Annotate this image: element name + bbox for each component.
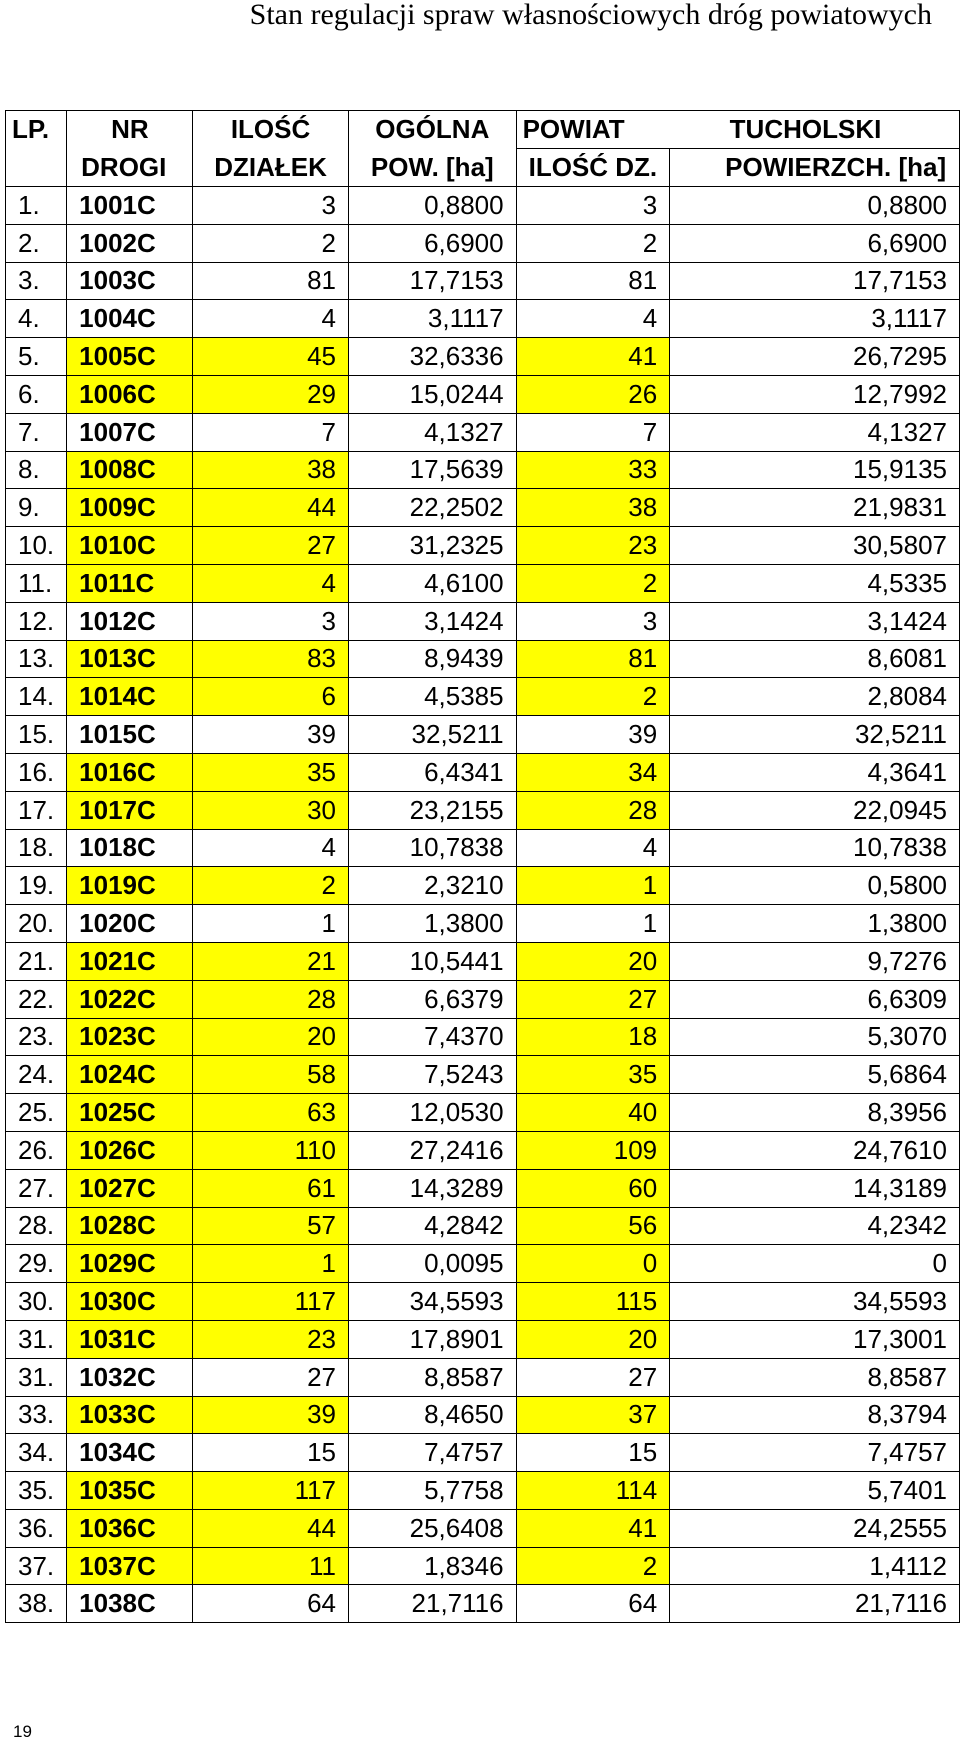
row-total-area: 31,2325 xyxy=(349,527,517,565)
header-ilosc: ILOŚĆ xyxy=(193,111,349,149)
row-road-number: 1013C xyxy=(67,640,193,678)
row-county-plot-count: 2 xyxy=(516,678,670,716)
row-county-area: 1,3800 xyxy=(670,905,960,943)
row-road-number: 1015C xyxy=(67,716,193,754)
table-row xyxy=(6,1472,960,1510)
row-county-plot-count: 37 xyxy=(516,1396,670,1434)
row-county-plot-count: 3 xyxy=(516,602,670,640)
row-plot-count: 2 xyxy=(193,224,349,262)
row-county-plot-count: 39 xyxy=(516,716,670,754)
row-county-plot-count: 20 xyxy=(516,1320,670,1358)
row-plot-count: 29 xyxy=(193,375,349,413)
row-plot-count: 117 xyxy=(193,1283,349,1321)
table-row xyxy=(6,867,960,905)
table-row xyxy=(6,716,960,754)
row-county-plot-count: 35 xyxy=(516,1056,670,1094)
table-row xyxy=(6,1434,960,1472)
row-plot-count: 23 xyxy=(193,1320,349,1358)
table-row xyxy=(6,678,960,716)
row-lp: 12. xyxy=(6,602,67,640)
row-county-plot-count: 56 xyxy=(516,1207,670,1245)
row-road-number: 1002C xyxy=(67,224,193,262)
row-lp: 34. xyxy=(6,1434,67,1472)
document-title: Stan regulacji spraw własnościowych dróg powiatowych xyxy=(249,0,932,31)
row-total-area: 32,6336 xyxy=(349,338,517,376)
row-road-number: 1035C xyxy=(67,1472,193,1510)
table-row xyxy=(6,527,960,565)
row-plot-count: 3 xyxy=(193,602,349,640)
row-road-number: 1029C xyxy=(67,1245,193,1283)
table-row xyxy=(6,1283,960,1321)
row-plot-count: 117 xyxy=(193,1472,349,1510)
row-lp: 37. xyxy=(6,1547,67,1585)
row-county-area: 15,9135 xyxy=(670,451,960,489)
row-county-area: 4,5335 xyxy=(670,564,960,602)
row-road-number: 1016C xyxy=(67,753,193,791)
row-road-number: 1021C xyxy=(67,942,193,980)
row-county-plot-count: 1 xyxy=(516,905,670,943)
row-total-area: 0,8800 xyxy=(349,187,517,225)
table-row xyxy=(6,451,960,489)
row-county-plot-count: 4 xyxy=(516,300,670,338)
row-total-area: 4,5385 xyxy=(349,678,517,716)
row-county-plot-count: 114 xyxy=(516,1472,670,1510)
row-road-number: 1001C xyxy=(67,187,193,225)
row-county-area: 8,3794 xyxy=(670,1396,960,1434)
row-road-number: 1017C xyxy=(67,791,193,829)
row-plot-count: 27 xyxy=(193,1358,349,1396)
table-row xyxy=(6,262,960,300)
row-lp: 2. xyxy=(6,224,67,262)
row-plot-count: 15 xyxy=(193,1434,349,1472)
row-road-number: 1024C xyxy=(67,1056,193,1094)
table-row xyxy=(6,338,960,376)
header-powierzch: POWIERZCH. [ha] xyxy=(670,149,960,187)
row-county-area: 0,8800 xyxy=(670,187,960,225)
row-total-area: 22,2502 xyxy=(349,489,517,527)
row-road-number: 1019C xyxy=(67,867,193,905)
table-row xyxy=(6,224,960,262)
row-plot-count: 7 xyxy=(193,413,349,451)
row-plot-count: 63 xyxy=(193,1094,349,1132)
row-lp: 22. xyxy=(6,980,67,1018)
row-road-number: 1031C xyxy=(67,1320,193,1358)
row-county-area: 5,7401 xyxy=(670,1472,960,1510)
table-row xyxy=(6,1018,960,1056)
row-plot-count: 2 xyxy=(193,867,349,905)
row-county-plot-count: 23 xyxy=(516,527,670,565)
row-road-number: 1008C xyxy=(67,451,193,489)
header-ogolna: OGÓLNA xyxy=(349,111,517,149)
row-county-area: 8,3956 xyxy=(670,1094,960,1132)
row-county-area: 12,7992 xyxy=(670,375,960,413)
row-total-area: 21,7116 xyxy=(349,1585,517,1623)
row-total-area: 6,6379 xyxy=(349,980,517,1018)
row-road-number: 1038C xyxy=(67,1585,193,1623)
row-lp: 20. xyxy=(6,905,67,943)
row-county-area: 1,4112 xyxy=(670,1547,960,1585)
row-county-plot-count: 41 xyxy=(516,338,670,376)
row-total-area: 3,1424 xyxy=(349,602,517,640)
row-road-number: 1009C xyxy=(67,489,193,527)
table-row xyxy=(6,829,960,867)
header-row-2 xyxy=(6,149,960,187)
table-row xyxy=(6,1056,960,1094)
row-county-plot-count: 1 xyxy=(516,867,670,905)
table-row xyxy=(6,1547,960,1585)
row-county-area: 32,5211 xyxy=(670,716,960,754)
row-county-area: 8,8587 xyxy=(670,1358,960,1396)
row-road-number: 1032C xyxy=(67,1358,193,1396)
row-lp: 1. xyxy=(6,187,67,225)
row-county-plot-count: 7 xyxy=(516,413,670,451)
row-plot-count: 44 xyxy=(193,489,349,527)
row-plot-count: 110 xyxy=(193,1131,349,1169)
row-lp: 10. xyxy=(6,527,67,565)
row-total-area: 8,9439 xyxy=(349,640,517,678)
row-total-area: 32,5211 xyxy=(349,716,517,754)
table-row xyxy=(6,753,960,791)
page-number: 19 xyxy=(13,1722,32,1741)
row-total-area: 17,5639 xyxy=(349,451,517,489)
table-row xyxy=(6,1396,960,1434)
table-row xyxy=(6,1245,960,1283)
row-road-number: 1030C xyxy=(67,1283,193,1321)
row-lp: 38. xyxy=(6,1585,67,1623)
row-total-area: 4,2842 xyxy=(349,1207,517,1245)
row-plot-count: 38 xyxy=(193,451,349,489)
table-row xyxy=(6,1094,960,1132)
row-lp: 13. xyxy=(6,640,67,678)
row-plot-count: 21 xyxy=(193,942,349,980)
row-county-area: 6,6900 xyxy=(670,224,960,262)
row-plot-count: 39 xyxy=(193,1396,349,1434)
header-drogi: DROGI xyxy=(67,149,193,187)
table-row xyxy=(6,905,960,943)
row-total-area: 27,2416 xyxy=(349,1131,517,1169)
row-county-area: 21,9831 xyxy=(670,489,960,527)
row-county-area: 30,5807 xyxy=(670,527,960,565)
row-plot-count: 58 xyxy=(193,1056,349,1094)
row-total-area: 6,4341 xyxy=(349,753,517,791)
row-county-plot-count: 2 xyxy=(516,224,670,262)
row-lp: 11. xyxy=(6,564,67,602)
row-county-area: 6,6309 xyxy=(670,980,960,1018)
row-lp: 17. xyxy=(6,791,67,829)
row-county-plot-count: 40 xyxy=(516,1094,670,1132)
table-row xyxy=(6,1169,960,1207)
row-lp: 29. xyxy=(6,1245,67,1283)
row-lp: 6. xyxy=(6,375,67,413)
row-road-number: 1036C xyxy=(67,1509,193,1547)
row-total-area: 3,1117 xyxy=(349,300,517,338)
row-total-area: 6,6900 xyxy=(349,224,517,262)
row-county-plot-count: 64 xyxy=(516,1585,670,1623)
table-row xyxy=(6,564,960,602)
row-road-number: 1027C xyxy=(67,1169,193,1207)
row-plot-count: 1 xyxy=(193,1245,349,1283)
row-plot-count: 4 xyxy=(193,829,349,867)
row-county-area: 5,6864 xyxy=(670,1056,960,1094)
row-county-plot-count: 38 xyxy=(516,489,670,527)
row-total-area: 10,5441 xyxy=(349,942,517,980)
row-county-area: 0 xyxy=(670,1245,960,1283)
row-county-plot-count: 2 xyxy=(516,1547,670,1585)
header-nr: NR xyxy=(67,111,193,149)
row-lp: 31. xyxy=(6,1358,67,1396)
row-county-plot-count: 115 xyxy=(516,1283,670,1321)
table-row xyxy=(6,489,960,527)
row-plot-count: 4 xyxy=(193,300,349,338)
row-county-area: 22,0945 xyxy=(670,791,960,829)
row-plot-count: 45 xyxy=(193,338,349,376)
row-plot-count: 20 xyxy=(193,1018,349,1056)
row-total-area: 5,7758 xyxy=(349,1472,517,1510)
row-county-area: 2,8084 xyxy=(670,678,960,716)
row-plot-count: 30 xyxy=(193,791,349,829)
row-lp: 9. xyxy=(6,489,67,527)
row-plot-count: 4 xyxy=(193,564,349,602)
row-road-number: 1018C xyxy=(67,829,193,867)
row-county-plot-count: 0 xyxy=(516,1245,670,1283)
row-lp: 14. xyxy=(6,678,67,716)
row-county-area: 4,1327 xyxy=(670,413,960,451)
row-county-plot-count: 18 xyxy=(516,1018,670,1056)
row-total-area: 15,0244 xyxy=(349,375,517,413)
table-row xyxy=(6,602,960,640)
row-lp: 33. xyxy=(6,1396,67,1434)
header-tucholski: TUCHOLSKI xyxy=(670,111,960,149)
row-plot-count: 44 xyxy=(193,1509,349,1547)
row-plot-count: 35 xyxy=(193,753,349,791)
row-total-area: 14,3289 xyxy=(349,1169,517,1207)
row-total-area: 7,5243 xyxy=(349,1056,517,1094)
row-road-number: 1007C xyxy=(67,413,193,451)
table-row xyxy=(6,1320,960,1358)
row-total-area: 17,8901 xyxy=(349,1320,517,1358)
row-county-plot-count: 109 xyxy=(516,1131,670,1169)
row-county-plot-count: 81 xyxy=(516,640,670,678)
row-plot-count: 6 xyxy=(193,678,349,716)
row-road-number: 1037C xyxy=(67,1547,193,1585)
row-lp: 3. xyxy=(6,262,67,300)
row-county-plot-count: 4 xyxy=(516,829,670,867)
row-plot-count: 3 xyxy=(193,187,349,225)
table-row xyxy=(6,1131,960,1169)
row-county-plot-count: 28 xyxy=(516,791,670,829)
row-road-number: 1004C xyxy=(67,300,193,338)
row-county-area: 3,1424 xyxy=(670,602,960,640)
row-county-area: 26,7295 xyxy=(670,338,960,376)
table-row xyxy=(6,1585,960,1623)
row-total-area: 1,3800 xyxy=(349,905,517,943)
row-road-number: 1026C xyxy=(67,1131,193,1169)
row-lp: 5. xyxy=(6,338,67,376)
row-lp: 7. xyxy=(6,413,67,451)
row-road-number: 1034C xyxy=(67,1434,193,1472)
row-road-number: 1022C xyxy=(67,980,193,1018)
table-row xyxy=(6,187,960,225)
header-row-1 xyxy=(6,111,960,149)
row-total-area: 10,7838 xyxy=(349,829,517,867)
row-lp: 25. xyxy=(6,1094,67,1132)
row-plot-count: 11 xyxy=(193,1547,349,1585)
row-total-area: 7,4757 xyxy=(349,1434,517,1472)
header-powiat: POWIAT xyxy=(516,111,670,149)
row-road-number: 1006C xyxy=(67,375,193,413)
row-county-area: 17,7153 xyxy=(670,262,960,300)
row-county-plot-count: 41 xyxy=(516,1509,670,1547)
row-lp: 35. xyxy=(6,1472,67,1510)
row-county-area: 3,1117 xyxy=(670,300,960,338)
table-row xyxy=(6,942,960,980)
row-lp: 18. xyxy=(6,829,67,867)
row-lp: 28. xyxy=(6,1207,67,1245)
row-road-number: 1011C xyxy=(67,564,193,602)
row-plot-count: 27 xyxy=(193,527,349,565)
row-total-area: 25,6408 xyxy=(349,1509,517,1547)
row-total-area: 7,4370 xyxy=(349,1018,517,1056)
table-row xyxy=(6,980,960,1018)
row-lp: 4. xyxy=(6,300,67,338)
row-county-area: 9,7276 xyxy=(670,942,960,980)
row-county-plot-count: 20 xyxy=(516,942,670,980)
row-lp: 16. xyxy=(6,753,67,791)
row-plot-count: 39 xyxy=(193,716,349,754)
row-lp: 8. xyxy=(6,451,67,489)
row-total-area: 8,8587 xyxy=(349,1358,517,1396)
row-road-number: 1012C xyxy=(67,602,193,640)
row-lp: 23. xyxy=(6,1018,67,1056)
row-lp: 21. xyxy=(6,942,67,980)
row-total-area: 34,5593 xyxy=(349,1283,517,1321)
row-total-area: 4,1327 xyxy=(349,413,517,451)
row-county-area: 10,7838 xyxy=(670,829,960,867)
row-county-area: 17,3001 xyxy=(670,1320,960,1358)
table-row xyxy=(6,1509,960,1547)
row-county-area: 14,3189 xyxy=(670,1169,960,1207)
row-total-area: 0,0095 xyxy=(349,1245,517,1283)
header-lp: LP. xyxy=(6,111,67,149)
row-county-area: 0,5800 xyxy=(670,867,960,905)
row-lp: 30. xyxy=(6,1283,67,1321)
row-road-number: 1028C xyxy=(67,1207,193,1245)
row-county-area: 5,3070 xyxy=(670,1018,960,1056)
row-county-area: 7,4757 xyxy=(670,1434,960,1472)
row-county-plot-count: 26 xyxy=(516,375,670,413)
header-lp-empty xyxy=(6,149,67,187)
row-county-area: 24,7610 xyxy=(670,1131,960,1169)
row-county-area: 4,3641 xyxy=(670,753,960,791)
table-row xyxy=(6,300,960,338)
row-lp: 26. xyxy=(6,1131,67,1169)
row-lp: 24. xyxy=(6,1056,67,1094)
row-road-number: 1025C xyxy=(67,1094,193,1132)
row-road-number: 1010C xyxy=(67,527,193,565)
row-county-plot-count: 33 xyxy=(516,451,670,489)
row-lp: 15. xyxy=(6,716,67,754)
header-ilosc-dz: ILOŚĆ DZ. xyxy=(516,149,670,187)
row-road-number: 1005C xyxy=(67,338,193,376)
table-row xyxy=(6,413,960,451)
row-county-plot-count: 2 xyxy=(516,564,670,602)
row-road-number: 1020C xyxy=(67,905,193,943)
row-total-area: 2,3210 xyxy=(349,867,517,905)
row-county-area: 4,2342 xyxy=(670,1207,960,1245)
row-plot-count: 81 xyxy=(193,262,349,300)
row-county-area: 34,5593 xyxy=(670,1283,960,1321)
table-row xyxy=(6,640,960,678)
row-county-plot-count: 27 xyxy=(516,1358,670,1396)
table-row xyxy=(6,1207,960,1245)
row-total-area: 8,4650 xyxy=(349,1396,517,1434)
row-road-number: 1023C xyxy=(67,1018,193,1056)
row-lp: 19. xyxy=(6,867,67,905)
row-plot-count: 61 xyxy=(193,1169,349,1207)
row-lp: 36. xyxy=(6,1509,67,1547)
row-county-plot-count: 81 xyxy=(516,262,670,300)
row-county-plot-count: 3 xyxy=(516,187,670,225)
header-dzialek: DZIAŁEK xyxy=(193,149,349,187)
row-lp: 27. xyxy=(6,1169,67,1207)
table-row xyxy=(6,375,960,413)
row-county-plot-count: 60 xyxy=(516,1169,670,1207)
table-row xyxy=(6,791,960,829)
row-total-area: 17,7153 xyxy=(349,262,517,300)
row-total-area: 12,0530 xyxy=(349,1094,517,1132)
row-county-area: 21,7116 xyxy=(670,1585,960,1623)
row-road-number: 1014C xyxy=(67,678,193,716)
row-county-plot-count: 15 xyxy=(516,1434,670,1472)
row-county-plot-count: 27 xyxy=(516,980,670,1018)
row-plot-count: 1 xyxy=(193,905,349,943)
roads-table xyxy=(5,110,960,1623)
row-road-number: 1033C xyxy=(67,1396,193,1434)
row-total-area: 23,2155 xyxy=(349,791,517,829)
row-county-area: 24,2555 xyxy=(670,1509,960,1547)
row-plot-count: 28 xyxy=(193,980,349,1018)
row-lp: 31. xyxy=(6,1320,67,1358)
row-county-plot-count: 34 xyxy=(516,753,670,791)
table-row xyxy=(6,1358,960,1396)
header-pow: POW. [ha] xyxy=(349,149,517,187)
row-total-area: 1,8346 xyxy=(349,1547,517,1585)
row-road-number: 1003C xyxy=(67,262,193,300)
row-plot-count: 64 xyxy=(193,1585,349,1623)
row-county-area: 8,6081 xyxy=(670,640,960,678)
row-plot-count: 57 xyxy=(193,1207,349,1245)
row-plot-count: 83 xyxy=(193,640,349,678)
row-total-area: 4,6100 xyxy=(349,564,517,602)
